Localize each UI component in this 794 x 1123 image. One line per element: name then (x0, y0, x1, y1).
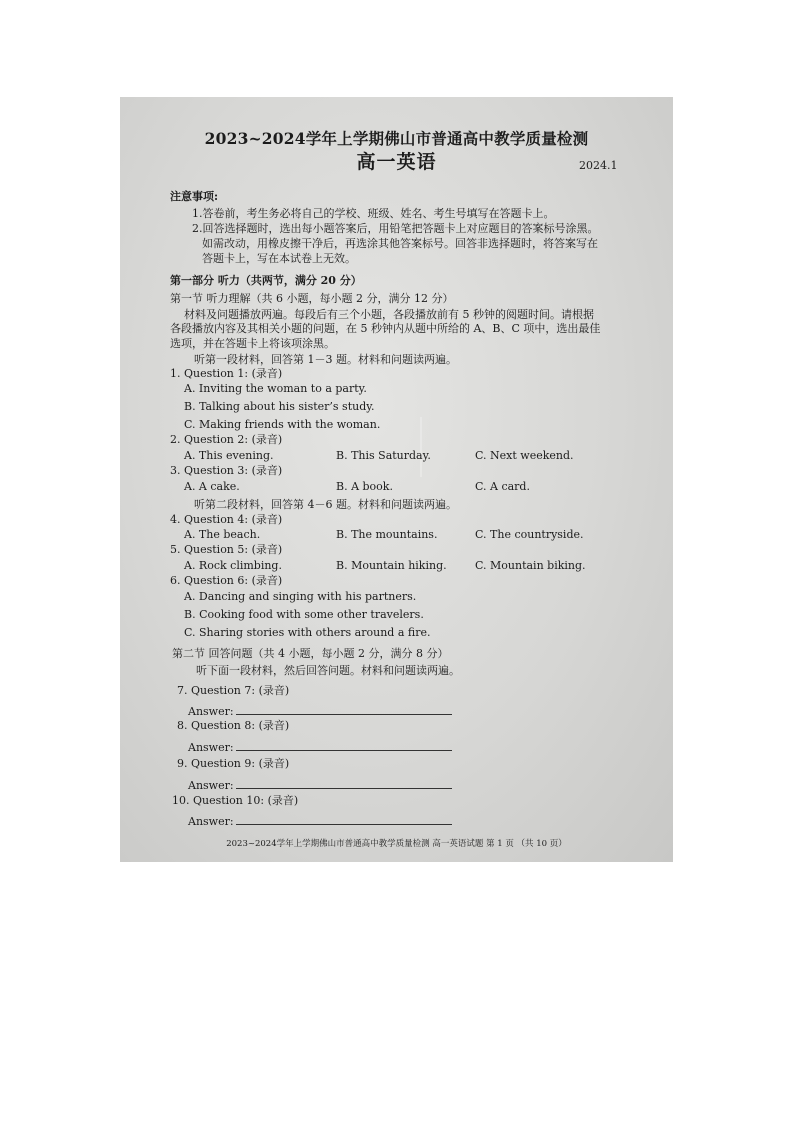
question-4: 4. Question 4: (录音) (170, 513, 283, 526)
question-2-option-c: C. Next weekend. (475, 449, 574, 462)
answer-label: Answer: (188, 705, 234, 718)
question-8: 8. Question 8: (录音) (177, 719, 290, 732)
question-6-option-a: A. Dancing and singing with his partners. (184, 590, 417, 603)
material-2-instruction: 听第二段材料，回答第 4－6 题。材料和问题读两遍。 (194, 498, 457, 511)
question-5-option-a: A. Rock climbing. (184, 559, 282, 572)
question-4-option-b: B. The mountains. (336, 528, 438, 541)
question-4-option-c: C. The countryside. (475, 528, 584, 541)
question-3-option-b: B. A book. (336, 480, 393, 493)
answer-blank (236, 739, 452, 751)
section1-instruction-3: 选项，并在答题卡上将该项涂黑。 (170, 337, 335, 350)
notice-item-2-line-1: 2.回答选择题时，选出每小题答案后，用铅笔把答题卡上对应题目的答案标号涂黑。 (192, 222, 599, 235)
section1-instruction-1: 材料及问题播放两遍。每段后有三个小题，各段播放前有 5 秒钟的阅题时间。请根据 (184, 308, 594, 321)
exam-page-photo (120, 97, 673, 862)
question-5: 5. Question 5: (录音) (170, 543, 283, 556)
notice-item-2-line-2: 如需改动，用橡皮擦干净后，再选涂其他答案标号。回答非选择题时，将答案写在 (202, 237, 598, 250)
question-6-option-c: C. Sharing stories with others around a fire. (184, 626, 431, 639)
answer-blank (236, 777, 452, 789)
question-1-option-a: A. Inviting the woman to a party. (184, 382, 367, 395)
question-8-answer (188, 739, 452, 755)
answer-blank (236, 813, 452, 825)
question-5-option-c: C. Mountain biking. (475, 559, 586, 572)
answer-label: Answer: (188, 741, 234, 754)
question-3-option-c: C. A card. (475, 480, 530, 493)
question-9: 9. Question 9: (录音) (177, 757, 290, 770)
notice-heading: 注意事项: (170, 190, 219, 203)
page-footer: 2023~2024学年上学期佛山市普通高中教学质量检测 高一英语试题 第 1 页 （共 10 页） (226, 839, 567, 849)
answer-label: Answer: (188, 779, 234, 792)
exam-subject: 高一英语 (356, 151, 437, 173)
question-7-answer (188, 703, 452, 719)
question-1-option-c: C. Making friends with the woman. (184, 418, 381, 431)
notice-item-2-line-3: 答题卡上，写在本试卷上无效。 (202, 252, 356, 265)
answer-blank (236, 703, 452, 715)
question-7: 7. Question 7: (录音) (177, 684, 290, 697)
question-9-answer (188, 777, 452, 793)
question-4-option-a: A. The beach. (184, 528, 261, 541)
paper-crease (420, 417, 422, 477)
part1-heading: 第一部分 听力（共两节，满分 20 分） (170, 274, 362, 287)
question-2: 2. Question 2: (录音) (170, 433, 283, 446)
section2-instruction: 听下面一段材料，然后回答问题。材料和问题读两遍。 (196, 664, 460, 677)
question-2-option-a: A. This evening. (184, 449, 274, 462)
notice-item-1: 1.答卷前，考生务必将自己的学校、班级、姓名、考生号填写在答题卡上。 (192, 207, 555, 220)
question-3: 3. Question 3: (录音) (170, 464, 283, 477)
question-10-answer (188, 813, 452, 829)
question-5-option-b: B. Mountain hiking. (336, 559, 447, 572)
section1-heading: 第一节 听力理解（共 6 小题，每小题 2 分，满分 12 分） (170, 292, 454, 305)
section2-heading: 第二节 回答问题（共 4 小题，每小题 2 分，满分 8 分） (172, 647, 449, 660)
answer-label: Answer: (188, 815, 234, 828)
exam-date: 2024.1 (579, 159, 618, 172)
question-6-option-b: B. Cooking food with some other travelers. (184, 608, 424, 621)
exam-title: 2023~2024学年上学期佛山市普通高中教学质量检测 (204, 129, 589, 148)
section1-instruction-2: 各段播放内容及其相关小题的问题，在 5 秒钟内从题中所给的 A、B、C 项中，选出最佳 (170, 322, 601, 335)
question-3-option-a: A. A cake. (184, 480, 240, 493)
question-6: 6. Question 6: (录音) (170, 574, 283, 587)
question-10: 10. Question 10: (录音) (172, 794, 299, 807)
question-2-option-b: B. This Saturday. (336, 449, 431, 462)
question-1-option-b: B. Talking about his sister’s study. (184, 400, 375, 413)
material-1-instruction: 听第一段材料，回答第 1－3 题。材料和问题读两遍。 (194, 353, 457, 366)
question-1: 1. Question 1: (录音) (170, 367, 283, 380)
